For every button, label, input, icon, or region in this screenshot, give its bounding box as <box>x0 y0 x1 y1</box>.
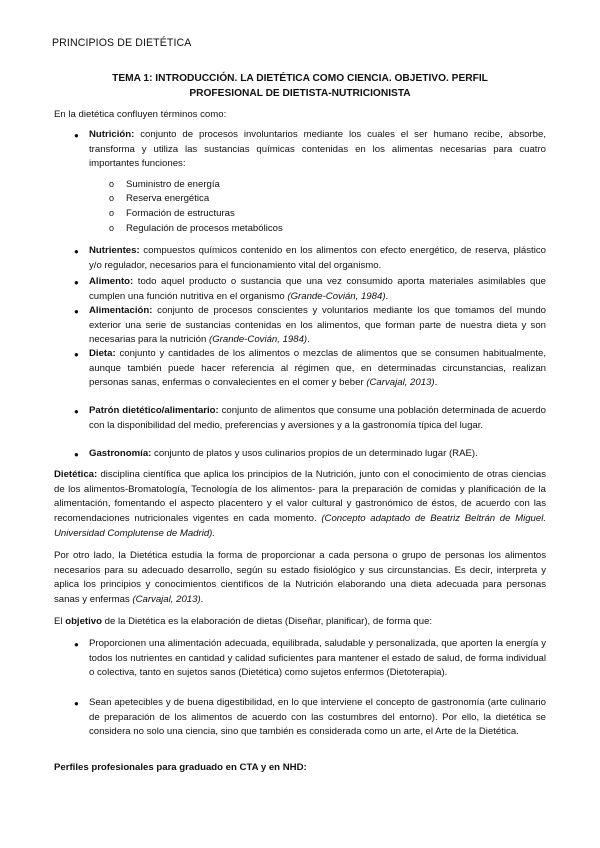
objetivo-item: Sean apetecibles y de buena digestibilidad, en lo que interviene el concepto de gastronomía (arte culinario de preparación de los alimentos de acuerdo con las costumbres del entorno). Por ello, la dietética se considera no solo una ciencia, sino que también es considerada como un arte, el Arte de la Dietética. <box>89 697 546 738</box>
bullet-dot: ● <box>74 699 79 708</box>
period: . <box>434 377 438 389</box>
chapter-title <box>52 72 548 101</box>
definition: conjunto de procesos involuntarios mediante los cuales el ser humano recibe, absorbe, transforma y utiliza las sustancias químicas contenidas en los alimentas necesarias para cuatro importantes funciones: <box>89 129 546 170</box>
perfiles-heading: Perfiles profesionales para graduado en CTA y en NHD: <box>54 762 307 773</box>
list-item-gastronomia <box>89 447 546 462</box>
sub-bullet: o <box>109 223 115 233</box>
period: . <box>385 290 389 302</box>
citation: (Carvajal, 2013) <box>366 377 435 389</box>
bullet-dot: ● <box>74 247 79 256</box>
term: Alimento: <box>89 276 134 287</box>
page-header: PRINCIPIOS DE DIETÉTICA <box>52 37 192 49</box>
citation: (Concepto adaptado de Beatriz Beltrán de Miguel. Universidad Complutense de Madrid). <box>54 513 546 539</box>
objetivo-item: Proporcionen una alimentación adecuada, equilibrada, saludable y personalizada, que aporten la energía y todos los nutrientes en cantidad y calidad suficientes para mantener el estado de salud, de forma individual o colectiva, tanto en sujetos sanos (Dietética) como sujetos enfermos (Dietoterapia). <box>89 638 546 679</box>
term: Alimentación: <box>89 305 153 316</box>
function-item: Regulación de procesos metabólicos <box>126 223 283 234</box>
term: Dietética: <box>54 469 98 480</box>
bullet-dot: ● <box>74 350 79 359</box>
bullet-dot: ● <box>74 307 79 316</box>
dietetica-paragraph <box>54 468 546 542</box>
chapter-title-line-2: PROFESIONAL DE DIETISTA-NUTRICIONISTA <box>189 87 411 99</box>
objetivo-term: objetivo <box>65 616 102 627</box>
term: Nutrición: <box>89 129 135 140</box>
bullet-dot: ● <box>74 450 79 459</box>
term: Dieta: <box>89 348 116 359</box>
definition: conjunto de platos y usos culinarios propios de un determinado lugar (RAE). <box>151 448 478 459</box>
objetivo-pre: El <box>54 616 66 627</box>
objetivo-post: de la Dietética es la elaboración de dietas (Diseñar, planificar), de forma que: <box>101 616 433 627</box>
por-otro-lado-paragraph <box>54 549 546 608</box>
sub-bullet: o <box>109 179 115 189</box>
function-item: Suministro de energía <box>126 179 220 190</box>
function-item: Reserva energética <box>126 193 210 204</box>
term: Gastronomía: <box>89 448 152 459</box>
citation: (Carvajal, 2013) <box>132 594 201 606</box>
definition: conjunto de alimentos que consume una población determinada de acuerdo con la disponibilidad del medio, preferencias y aversiones y a la gastronomía típica del lugar. <box>89 405 546 431</box>
list-item-alimentacion <box>89 304 546 348</box>
bullet-dot: ● <box>74 278 79 287</box>
bullet-dot: ● <box>74 407 79 416</box>
list-item-alimento <box>89 275 546 304</box>
bullet-dot: ● <box>74 131 79 140</box>
function-item: Formación de estructuras <box>126 208 235 219</box>
definition: disciplina científica que aplica los principios de la Nutrición, junto con el conocimiento de otras ciencias de los alimentos-Bromatología, Tecnología de los alimentos- para la preparación de comidas y planificación de la alimentación, fomentando el aspecto placentero y el valor cultural y gastronómico de éstos, de acuerdo con las recomendaciones nutricionales vigentes en cada momento. <box>54 469 546 525</box>
citation: (Grande-Covián, 1984) <box>209 334 308 346</box>
period: . <box>200 594 204 606</box>
definition: compuestos químicos contenido en los alimentos con efecto energético, de reserva, plástico y/o regulador, necesarios para el funcionamiento vital del organismo. <box>89 245 546 271</box>
definition: todo aquel producto o sustancia que una vez consumido aporta materiales asimilables que cumplen una función nutritiva en el organismo <box>89 276 546 302</box>
list-item-dieta <box>89 347 546 391</box>
sub-bullet: o <box>109 193 115 203</box>
intro-paragraph: En la dietética confluyen términos como: <box>54 109 227 120</box>
term: Patrón dietético/alimentario: <box>89 405 219 416</box>
sub-bullet: o <box>109 208 115 218</box>
definition: conjunto y cantidades de los alimentos o mezclas de alimentos que se consumen habitualmente, aunque también puede hacer referencia al régimen que, en determinadas circunstancias, realizan personas sanas, enfermas o convalecientes en el comer y beber <box>89 348 546 389</box>
chapter-title-line-1: TEMA 1: INTRODUCCIÓN. LA DIETÉTICA COMO CIENCIA. OBJETIVO. PERFIL <box>112 73 488 84</box>
definition: conjunto de procesos conscientes y voluntarios mediante los que tomamos del mundo exterior una serie de sustancias contenidas en los alimentos, que forman parte de nuestra dieta y son necesarias para la nutrición <box>89 305 546 346</box>
objetivo-paragraph <box>54 615 546 630</box>
bullet-dot: ● <box>74 640 79 649</box>
list-item-nutrientes <box>89 244 546 273</box>
list-item-patron <box>89 404 546 433</box>
list-item-nutricion <box>89 128 546 172</box>
citation: (Grande-Covián, 1984) <box>287 290 386 302</box>
paragraph-text: Por otro lado, la Dietética estudia la forma de proporcionar a cada persona o grupo de personas los alimentos necesarios para su adecuado desarrollo, según su estado fisiológico y sus circunstancias. Es decir, interpreta y aplica los principios y conocimientos científicos de la Nutrición elaborando una dieta adecuada para personas sanas y enfermas <box>54 550 546 606</box>
term: Nutrientes: <box>89 245 140 256</box>
period: . <box>307 334 310 346</box>
